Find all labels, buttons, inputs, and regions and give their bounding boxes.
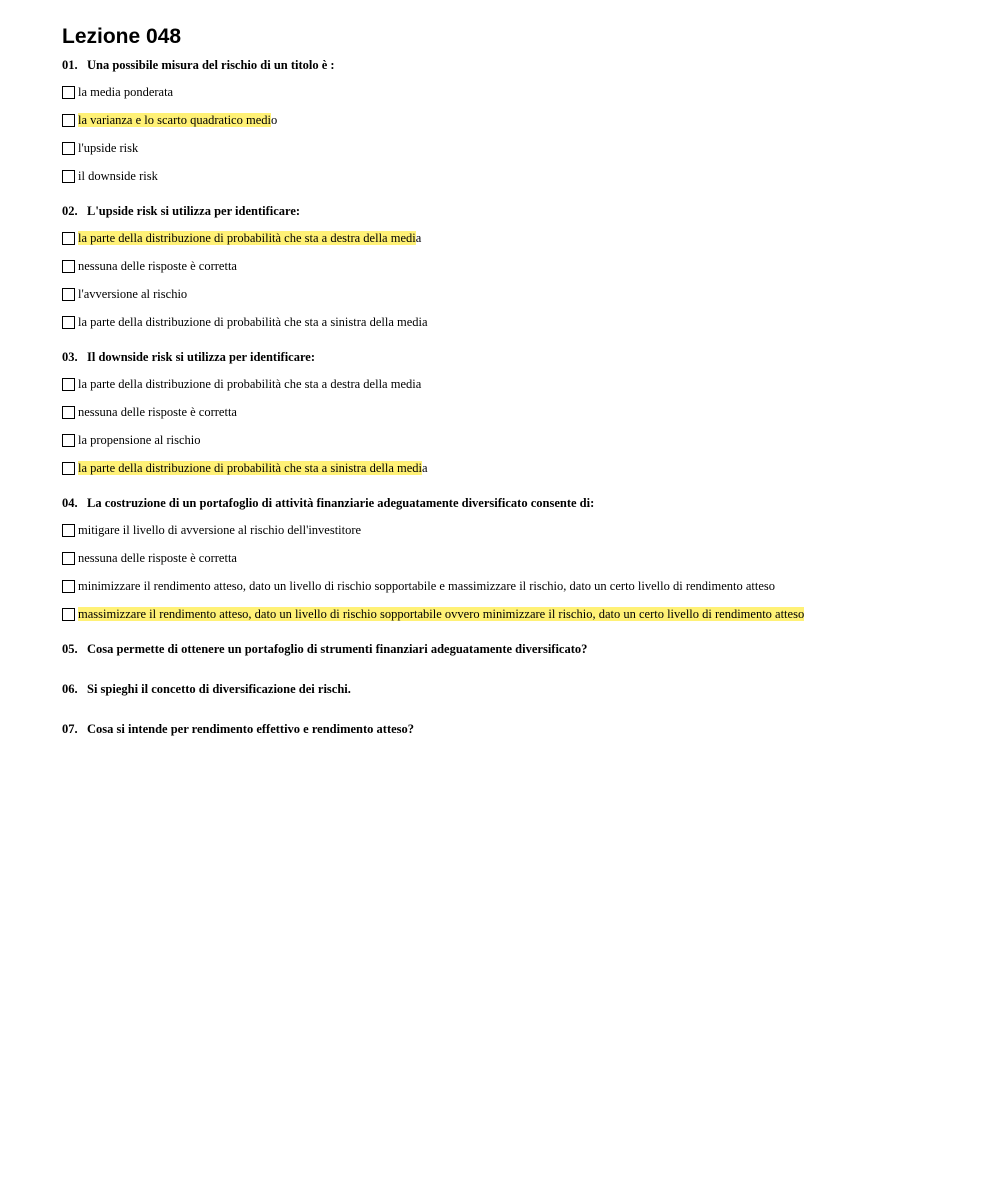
question-3 (62, 349, 962, 482)
question-heading (62, 203, 962, 220)
question-list (62, 57, 962, 628)
answer-text: mitigare il livello di avversione al rischio dell'investitore (78, 522, 362, 537)
answer-label (78, 141, 138, 156)
document-page (62, 24, 962, 761)
answer-text: nessuna delle risposte è corretta (78, 258, 237, 273)
checkbox[interactable] (62, 170, 75, 183)
answer-label (78, 433, 201, 448)
open-question-6 (62, 681, 962, 698)
checkbox[interactable] (62, 316, 75, 329)
question-text: Cosa si intende per rendimento effettivo e rendimento atteso? (87, 722, 415, 736)
answer-option[interactable] (62, 426, 962, 454)
checkbox[interactable] (62, 434, 75, 447)
correct-answer-highlight: la varianza e lo scarto quadratico medi (78, 112, 271, 127)
checkbox[interactable] (62, 232, 75, 245)
answer-option[interactable] (62, 516, 962, 544)
answer-label (78, 287, 187, 302)
answer-label (78, 231, 421, 246)
question-text: Una possibile misura del rischio di un titolo è : (87, 58, 335, 72)
checkbox[interactable] (62, 86, 75, 99)
answer-text: l'avversione al rischio (78, 286, 188, 301)
checkbox[interactable] (62, 406, 75, 419)
checkbox[interactable] (62, 260, 75, 273)
question-text: Si spieghi il concetto di diversificazione dei rischi. (87, 682, 351, 696)
answer-text: la propensione al rischio (78, 432, 201, 447)
answer-text: il downside risk (78, 168, 158, 183)
answer-text: la parte della distribuzione di probabilità che sta a sinistra della media (78, 314, 428, 329)
answer-label (78, 551, 237, 566)
answer-option[interactable] (62, 252, 962, 280)
answer-label (78, 315, 428, 330)
answer-option[interactable] (62, 454, 962, 482)
correct-answer-highlight: la parte della distribuzione di probabilità che sta a destra della medi (78, 230, 416, 245)
answer-label (78, 259, 237, 274)
open-question-5 (62, 641, 962, 658)
answer-option[interactable] (62, 544, 962, 572)
question-number: 05. (62, 642, 78, 656)
checkbox[interactable] (62, 462, 75, 475)
question-2 (62, 203, 962, 336)
correct-answer-highlight: massimizzare il rendimento atteso, dato un livello di rischio sopportabile ovvero minimizzare il rischio, dato un certo livello di rendimento atteso (78, 606, 805, 621)
question-number: 01. (62, 58, 78, 72)
answer-label (78, 85, 173, 100)
checkbox[interactable] (62, 142, 75, 155)
answer-label (78, 461, 428, 476)
question-text: L'upside risk si utilizza per identificare: (87, 204, 301, 218)
question-heading (62, 495, 962, 512)
answer-option[interactable] (62, 78, 962, 106)
answer-text: minimizzare il rendimento atteso, dato un livello di rischio sopportabile e massimizzare il rischio, dato un certo livello di rendimento atteso (78, 578, 776, 593)
open-question-list (62, 641, 962, 738)
answer-option[interactable] (62, 106, 962, 134)
answer-text: nessuna delle risposte è corretta (78, 404, 237, 419)
answer-text: a (415, 230, 422, 245)
answer-text: nessuna delle risposte è corretta (78, 550, 237, 565)
answer-option[interactable] (62, 370, 962, 398)
checkbox[interactable] (62, 552, 75, 565)
checkbox[interactable] (62, 114, 75, 127)
answer-option[interactable] (62, 600, 962, 628)
answer-label (78, 579, 775, 594)
answer-label (78, 607, 804, 622)
answer-text: a (421, 460, 428, 475)
question-1 (62, 57, 962, 190)
question-heading (62, 57, 962, 74)
checkbox[interactable] (62, 378, 75, 391)
question-number: 07. (62, 722, 78, 736)
question-text: Il downside risk si utilizza per identificare: (87, 350, 316, 364)
question-number: 03. (62, 350, 78, 364)
checkbox[interactable] (62, 580, 75, 593)
answer-option[interactable] (62, 572, 962, 600)
checkbox[interactable] (62, 288, 75, 301)
answer-option[interactable] (62, 224, 962, 252)
answer-text: la media ponderata (78, 84, 174, 99)
page-title: Lezione 048 (62, 25, 182, 48)
answer-label (78, 377, 421, 392)
checkbox[interactable] (62, 524, 75, 537)
checkbox[interactable] (62, 608, 75, 621)
answer-label (78, 113, 277, 128)
answer-option[interactable] (62, 398, 962, 426)
answer-label (78, 405, 237, 420)
question-number: 02. (62, 204, 78, 218)
answer-label (78, 523, 361, 538)
answer-text: l'upside risk (78, 140, 139, 155)
question-number: 06. (62, 682, 78, 696)
open-question-7 (62, 721, 962, 738)
answer-text: o (270, 112, 278, 127)
question-4 (62, 495, 962, 628)
question-heading (62, 349, 962, 366)
answer-option[interactable] (62, 280, 962, 308)
answer-label (78, 169, 158, 184)
answer-text: la parte della distribuzione di probabilità che sta a destra della media (78, 376, 422, 391)
question-text: La costruzione di un portafoglio di attività finanziarie adeguatamente diversificato consente di: (87, 496, 595, 510)
question-number: 04. (62, 496, 78, 510)
answer-option[interactable] (62, 308, 962, 336)
answer-option[interactable] (62, 162, 962, 190)
correct-answer-highlight: la parte della distribuzione di probabilità che sta a sinistra della medi (78, 460, 422, 475)
answer-option[interactable] (62, 134, 962, 162)
question-text: Cosa permette di ottenere un portafoglio di strumenti finanziari adeguatamente diversificato? (87, 642, 588, 656)
